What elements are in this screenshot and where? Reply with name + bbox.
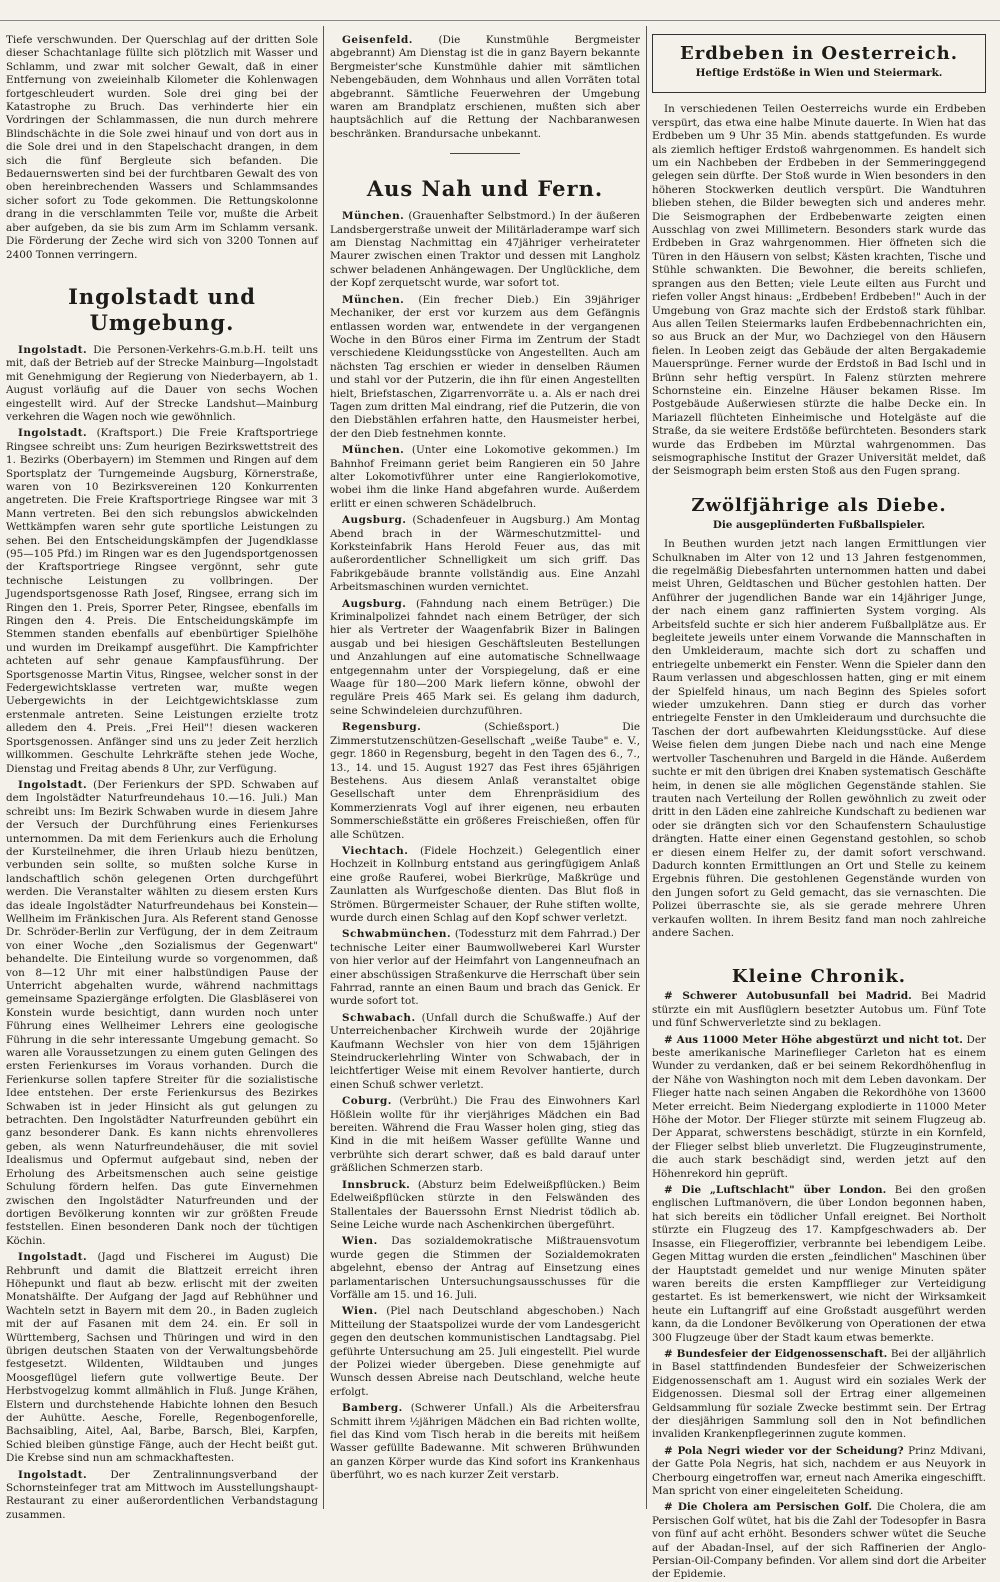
article-text: (Todessturz mit dem Fahrrad.) Der technische Leiter einer Baumwollweberei Karl Wurster von hier verlor auf der Heimfahrt von Langenneufnach an einer abschüssigen Straßenkurve die Herrschaft über sein Fahrrad, rannte an einen Baum und brach das Genick. Er wurde sofort tot. xyxy=(330,928,640,1008)
article xyxy=(330,1305,640,1399)
dateline: Ingolstadt. xyxy=(18,343,88,356)
subheading: Die ausgeplünderten Fußballspieler. xyxy=(712,518,926,531)
dateline: Regensburg. xyxy=(342,721,422,734)
dateline: Ingolstadt. xyxy=(18,427,88,440)
column-rule-2 xyxy=(646,26,647,1509)
article xyxy=(330,34,640,141)
article-text: (Fidele Hochzeit.) Gelegentlich einer Hochzeit in Kollnburg entstand aus geringfügigem Anlaß eine große Rauferei, wobei Bierkrüge, Maßkrüge und Zaunlatten als Wurfgeschoße dienten. Das Blut floß in Strömen. Bürgermeister Schauer, der Ruhe stiften wollte, wurde durch einen Schlag auf den Kopf schwer verletzt. xyxy=(330,844,640,924)
article xyxy=(330,721,640,842)
dateline: Schwabmünchen. xyxy=(342,928,452,941)
article-text: Die Personen-Verkehrs-G.m.b.H. teilt uns mit, daß der Betrieb auf der Strecke Mainburg—Ingolstadt mit Genehmigung der Regierung von Niederbayern, ab 1. August vorläufig auf die Dauer von sechs Wochen eingestellt wird. Auf der Strecke Landshut—Mainburg verkehren die Wagen noch wie gewöhnlich. xyxy=(6,343,318,423)
section-heading: Zwölfjährige als Diebe. xyxy=(691,494,947,516)
article xyxy=(330,1179,640,1233)
dateline: Innsbruck. xyxy=(342,1178,411,1191)
item-text: Bei der alljährlich in Basel stattfindenden Bundesfeier der Schweizerischen Eidgenossenschaft am 1. August wird ein soziales Werk der Eidgenossen. Diesmal soll der Ertrag einer allgemeinen Geldsammlung für soziale Zwecke bestimmt sein. Der Ertrag der diesjährigen Sammlung soll den in Not befindlichen invaliden Krankenpflegerinnen zugute kommen. xyxy=(652,1347,986,1441)
article xyxy=(330,928,640,1008)
section-heading: Aus Nah und Fern. xyxy=(366,176,604,202)
dateline: Wien. xyxy=(342,1305,378,1318)
section-heading: Kleine Chronik. xyxy=(731,966,907,988)
article-text: (Absturz beim Edelweißpflücken.) Beim Edelweißpflücken stürzte in den Felswänden des Stallentales der Bauerssohn Ernst Niedrist tödlich ab. Seine Leiche wurde nach Aschenkirchen übergeführt. xyxy=(330,1178,640,1231)
dateline: Bamberg. xyxy=(342,1402,403,1415)
chronicle-item xyxy=(652,1184,986,1345)
item-text: Bei den großen englischen Luftmanövern, die über London begonnen haben, hat sich bereits ein tödlicher Unfall ereignet. Bei Northolt stürzte ein Flugzeug des 17. Kampfgeschwaders ab. Der Insasse, ein Fliegeroffizier, verbrannte bei lebendigem Leibe. Gegen Mittag wurden die ersten „feindlichen" Maschinen über der Hauptstadt gemeldet und nur wenige Minuten später waren bereits die ersten Kampfflieger zur Verteidigung gestartet. Es ist bemerkenswert, wie nicht der Wirksamkeit heute ein Luftangriff auf eine Großstadt ausgeführt werden kann, da die Londoner Bevölkerung von Operationen der etwa 300 Flugzeuge über der Stadt kaum etwas bemerkte. xyxy=(652,1184,987,1344)
item-title: # Die „Luftschlacht" über London. xyxy=(664,1184,887,1197)
article xyxy=(330,1235,640,1302)
article-text: (Schadenfeuer in Augsburg.) Am Montag Abend brach in der Wärmeschutzmittel- und Korksteinfabrik Hans Herold Feuer aus, das mit außerordentlicher Schnelligkeit um sich griff. Das Fabrikgebäude brannte vollständig aus. Eine Anzahl Arbeitsmaschinen wurden vernichtet. xyxy=(330,514,640,594)
dateline: München. xyxy=(342,293,405,306)
headline-box xyxy=(652,34,986,93)
dateline: Coburg. xyxy=(342,1095,392,1108)
article-text: (Kraftsport.) Die Freie Kraftsportriege Ringsee schreibt uns: Zum heurigen Bezirkswettstreit des 1. Bezirks (Oberbayern) im Stemmen und Ringen auf dem Sportsplatz der Turngemeinde Augsburg, Körnerstraße, waren von 10 Bezirksvereinen 120 Konkurrenten angetreten. Die Freie Kraftsportriege Ringsee war mit 3 Mann vertreten. Bei den sich rebungslos abwickelnden Wettkämpfen waren sehr gute sportliche Leistungen zu sehen. Bei den Entscheidungskämpfen der Jugendklasse (95—105 Pfd.) im Ringen war es den Jugendsportgenossen der Kraftsportriege Ringsee vergönnt, sehr gute technische Leistungen zu vollbringen. Der Jugendsportsgenosse Rath Josef, Ringsee, errang sich im Ringen den 1. Preis, Sporrer Peter, Ringsee, ebenfalls im Ringen den 4. Preis. Die Entscheidungskämpfe im Stemmen standen ebenfalls auf ebenbürtiger Spielhöhe und wurden im Dreikampf ausgeführt. Die Kampfrichter achteten auf sehr genaue Kampfausführung. Der Sportsgenosse Martin Vitus, Ringsee, welcher sonst in der Federgewichtsklasse vertreten war, mußte wegen Uebergewichts in der Leichtgewichtsklasse zum erstenmale antreten. Seine Leistungen erzielte trotz alledem den 4. Preis. „Frei Heil"! diesen wackeren Sportsgenossen. Anfänger sind uns zu jeder Zeit herzlich willkommen. Geschulte Lehrkräfte stehen jede Woche, Dienstag und Freitag abends 8 Uhr, zur Verfügung. xyxy=(6,427,318,775)
article-text: Tiefe verschwunden. Der Querschlag auf der dritten Sole dieser Schachtanlage füllte sich plötzlich mit Wasser und Schlamm, und zwar mit solcher Gewalt, daß in einer Entfernung von zweieinhalb Kilometer die Kohlenwagen fortgeschleudert wurden. Sole drei ging bei der Katastrophe zu Bruch. Das verhinderte hier ein Vordringen der Schlammassen, die nun durch mehrere Blindschächte in die Sole zwei hinauf und von dort aus in die Sole drei und in den Stapelschacht drangen, in dem sich die fünf Bergleute sich befanden. Die Bedauernswerten sind bei der furchtbaren Gewalt des von oben hereinbrechenden Wassers und Schlammsandes sicher sofort zu Tode gekommen. Die Rettungskolonne drang in die verschlammten Teile vor, mußte die Arbeit aber aufgeben, da sie bis zum Arm im Schlamm versank. Die Förderung der Zeche wird sich von 3200 Tonnen auf 2400 Tonnen verringern. xyxy=(6,34,318,261)
item-text: Der beste amerikanische Marineflieger Carleton hat es einem Wunder zu verdanken, daß er bei seinem Rekordhöhenflug in der Nähe von Washington noch mit dem Leben davonkam. Der Flieger hatte nach seinen Angaben die Rekordhöhe von 13600 Meter erreicht. Beim Niedergang explodierte in 11000 Meter Höhe der Motor. Der Flieger stürzte mit seinem Flugzeug ab. Der Apparat, schwerstens beschädigt, stürzte in ein Kornfeld, der Flieger selbst blieb unverletzt. Die Flugzeuginstrumente, die auch stark beschädigt sind, werden jetzt auf den Höhenrekord hin geprüft. xyxy=(652,1033,987,1180)
article-text: In verschiedenen Teilen Oesterreichs wurde ein Erdbeben verspürt, das etwa eine halbe Minute dauerte. In Wien hat das Erdbeben um 9 Uhr 35 Min. abends stattgefunden. Es wurde als ziemlich heftiger Erdstoß wahrgenommen. Es handelt sich um ein Nachbeben der Erdbeben in der Semmeringgegend gelegen sein dürfte. Der Stoß wurde in Wien besonders in den höheren Stockwerken deutlich verspürt. Die Wandtuhren blieben stehen, die Bilder bewegten sich und anderes mehr. Die Seismographen der Erdbebenwarte zeigten einen Ausschlag von zwei Millimetern. Besonders stark wurde das Erdbeben in Graz wahrgenommen. Hier öffneten sich die Türen in den Häusern von selbst; Kästen krachten, Tische und Stühle schwankten. Die Bewohner, die bereits schliefen, sprangen aus den Betten; viele Leute eilten aus Furcht und riefen voller Angst hinaus: „Erdbeben! Erdbeben!" Auch in der Umgebung von Graz machte sich der Erdstoß stark fühlbar. Aus allen Teilen Steiermarks laufen Erdbebennachrichten ein, so aus Bruck an der Mur, wo Dachziegel von den Häusern fielen. In Leoben zeigt das Gebäude der alten Bergakademie Mauersprünge. Ferner wurde der Erdstoß in Bad Ischl und in Brünn sehr heftig verspürt. In Falenz stürzten mehrere Schornsteine ein. Einzelne Häuser bekamen Risse. Im Postgebäude Außerwiesen stürzte die halbe Decke ein. In Mariazell flüchteten Einheimische und Hotelgäste auf die Straße, da sie weitere Erdstöße befürchteten. Besonders stark wurde das Erdbeben im Mürztal wahrgenommen. Das seismographische Institut der Grazer Universität meldet, daß der Seismograph beim ersten Stoß aus den Fugen sprang. xyxy=(652,103,986,478)
article-text: (Jagd und Fischerei im August) Die Rehbrunft und damit die Blattzeit erreicht ihren Höhepunkt und flaut ab bezw. erlischt mit der zweiten Monatshälfte. Der Aufgang der Jagd auf Rebhühner und Wachteln setzt in Bayern mit dem 20., in Baden zugleich mit der auf Fasanen mit dem 24. ein. Er soll in Württemberg, Sachsen und Thüringen und wird in den übrigen deutschen Staaten von der Verwaltungsbehörde festgesetzt. Wildenten, Wildtauben und junges Moosgeflügel liefern gute vollwertige Beute. Der Herbstvogelzug kommt allmählich in Fluß. Junge Krähen, Elstern und durchstehende Habichte lohnen den Besuch der Auhütte. Aesche, Forelle, Regenbogenforelle, Bachsaibling, Aitel, Aal, Barbe, Barsch, Blei, Karpfen, Schied bleiben günstige Fänge, auch der Hecht beißt gut. Die Krebse sind nun am schmackhaftesten. xyxy=(6,1251,318,1465)
section-heading: Erdbeben in Oesterreich. xyxy=(679,43,958,64)
article xyxy=(330,1402,640,1482)
article xyxy=(330,444,640,511)
dateline: Ingolstadt. xyxy=(18,1468,88,1481)
chronicle-item xyxy=(652,1348,986,1442)
article xyxy=(6,427,318,776)
item-text: Prinz Mdivani, der Gatte Pola Negris, hat sich, nachdem er aus Neuyork in Cherbourg eingetroffen war, erneut nach Amerika eingeschifft. Man spricht von einer eingeleiteten Scheidung. xyxy=(652,1444,986,1497)
item-text: Die Cholera, die am Persischen Golf wütet, hat bis die Zahl der Todesopfer in Basra von fünf auf acht erhöht. Besonders schwer wütet die Seuche auf der Abadan-Insel, auf der sich Raffinerien der Anglo-Persian-Oil-Company befinden. Vor allem sind dort die Arbeiter der Epidemie. xyxy=(652,1501,986,1581)
article xyxy=(6,1469,318,1523)
article-text: (Grauenhafter Selbstmord.) In der äußeren Landsbergerstraße unweit der Militärladerampe warf sich am Dienstag Nachmittag ein 47jähriger verheirateter Maurer zwischen einen Traktor und dessen mit Langholz schwer beladenen Anhängewagen. Der Unglückliche, dem der Kopf zerquetscht wurde, war sofort tot. xyxy=(330,210,640,290)
article xyxy=(330,514,640,594)
article-text: (Unter eine Lokomotive gekommen.) Im Bahnhof Freimann geriet beim Rangieren ein 50 Jahre alter Lokomotivführer unter eine Rangierlokomotive, wobei ihm die linke Hand abgefahren wurde. Außerdem erlitt er einen schweren Schädelbruch. xyxy=(330,444,640,510)
article-text: In Beuthen wurden jetzt nach langen Ermittlungen vier Schulknaben im Alter von 12 und 13 Jahren festgenommen, die regelmäßig Diebesfahrten unternommen hatten und dabei meist Uhren, Geldtaschen und Bücher gestohlen hatten. Der Anführer der jugendlichen Bande war ein 14jähriger Junge, der nach einem ganz raffinierten System vorging. Als Arbeitsfeld suchte er sich hier anderem Fußballplätze aus. Er begleitete jeweils unter einem Vorwande die Mannschaften in den Umkleideraum, machte sich dort zu schaffen und entriegelte unbemerkt ein Fenster. Wenn die Spieler dann den Raum verlassen und abgeschlossen hatten, ging er mit einem der Spielfeld hinaus, um nach Beginn des Spieles sofort wieder umzukehren. Dann stieg er durch das vorher entriegelte Fenster in den Umkleideraum und durchsuchte die Taschen der dort aufbewahrten Kleidungsstücke. Auf diese Weise fielen dem jungen Diebe nach und nach eine Menge wertvoller Taschenuhren und Bargeld in die Hände. Außerdem suchte er mit den übrigen drei Knaben systematisch Geschäfte heim, in denen sie alle möglichen Gegenstände stahlen. Sie trauten nach Verteilung der Rollen gewöhnlich zu zweit oder dritt in den Läden eine zahlreiche Kundschaft zu bedienen war oder sie drängten sich vor den Schaufenstern Schaulustige drängten. Hatte einer einen Gegenstand gestohlen, so schob er diesen einem Helfer zu, der damit sofort verschwand. Dadurch konnten Ermittlungen an Ort und Stelle zu keinem Ergebnis führen. Die gestohlenen Gegenstände wurden von den Jungen sofort zu Geld gemacht, das sie vernaschten. Die Polizei überraschte sie, als sie gerade mehrere Uhren verkaufen wollten. In ihrem Besitz fand man noch zahlreiche andere Sachen. xyxy=(652,538,986,939)
article-text: Der Zentralinnungsverband der Schornsteinfeger trat am Mittwoch im Ausstellungshaupt-Restaurant zu einer außerordentlichen Verbandstagung zusammen. xyxy=(6,1468,318,1521)
article-text: (Schießsport.) Die Zimmerstutzenschützen-Gesellschaft „weiße Taube" e. V., gegr. 1860 in Regensburg, begeht in den Tagen des 6., 7., 13., 14. und 15. August 1927 das Fest ihres 65jährigen Bestehens. Aus diesem Anlaß veranstaltet obige Gesellschaft unter dem Ehrenpräsidium des Kommerzienrats Vogl auf ihrer eigenen, neu erbauten Sommerschießstätte ein größeres Freischießen, offen für alle Schützen. xyxy=(330,721,640,841)
article xyxy=(330,1095,640,1175)
article-text: (Piel nach Deutschland abgeschoben.) Nach Mitteilung der Staatspolizei wurde der vom Landesgericht gegen den deutschen kommunistischen Landtagsabg. Piel geführte Untersuchung am 25. Juli eingestellt. Piel wurde der Polizei wieder übergeben. Diese genehmigte auf Wunsch dessen Abreise nach Deutschland, welche heute erfolgt. xyxy=(330,1305,640,1398)
dateline: Geisenfeld. xyxy=(342,34,413,46)
separator xyxy=(450,153,520,154)
dateline: München. xyxy=(342,444,405,457)
article-text: (Schwerer Unfall.) Als die Arbeitersfrau Schmitt ihrem ½jährigen Mädchen ein Bad richten wollte, fiel das Kind vom Tisch herab in die bereits mit heißem Wasser gefüllte Badewanne. Mit schweren Brühwunden an ganzen Körper wurde das Kind sofort ins Krankenhaus überführt, wo es nach kurzer Zeit verstarb. xyxy=(330,1402,640,1482)
article-text: Das sozialdemokratische Mißtrauensvotum wurde gegen die Stimmen der Sozialdemokraten abgelehnt, ebenso der Antrag auf Einsetzung eines parlamentarischen Untersuchungsausschusses für die Vorfälle am 15. und 16. Juli. xyxy=(330,1235,640,1301)
dateline: Viechtach. xyxy=(342,844,409,857)
article-text: (Verbrüht.) Die Frau des Einwohners Karl Hößlein wollte für ihr vierjähriges Mädchen ein Bad bereiten. Während die Frau Wasser holen ging, stieg das Kind in die mit heißem Wasser gefüllte Wanne und verbrühte sich derart schwer, daß es bald darauf unter gräßlichen Schmerzen starb. xyxy=(330,1095,640,1175)
item-title: # Bundesfeier der Eidgenossenschaft. xyxy=(664,1347,888,1360)
dateline: Augsburg. xyxy=(342,514,407,527)
article-text: (Die Kunstmühle Bergmeister abgebrannt) Am Dienstag ist die in ganz Bayern bekannte Bergmeister'sche Kunstmühle dahier mit sämtlichen Nebengebäuden, dem Wohnhaus und allen Vorräten total abgebrannt. Sämtliche Feuerwehren der Umgebung waren am Brandplatz erschienen, mußten sich aber hauptsächlich auf die Rettung der Nachbaranwesen beschränken. Brandursache unbekannt. xyxy=(330,34,640,140)
item-text: Bei Madrid stürzte ein mit Ausflüglern besetzter Autobus um. Fünf Tote und fünf Schwerverletzte sind zu beklagen. xyxy=(652,990,986,1030)
article-text: (Der Ferienkurs der SPD. Schwaben auf dem Ingolstädter Naturfreundehaus 10.—16. Juli.) Man schreibt uns: Im Bezirk Schwaben wurde in diesem Jahre der Versuch der Durchführung eines Ferienkurses unternommen. Da mit dem Ferienkurs auch die Erholung der Kursteilnehmer, die ihren Urlaub hiezu benützen, verbunden sein sollte, so mußten solche Kurse in landschaftlich schön gelegenen Orten durchgeführt werden. Die Veranstalter wählten zu diesem ersten Kurs das ideale Ingolstädter Naturfreundehaus bei Konstein—Wellheim im Fränkischen Jura. Als Referent stand Genosse Dr. Schröder-Berlin zur Verfügung, der in dem Zeitraum von einer Woche „den Sozialismus der Gegenwart" behandelte. Die Einteilung wurde so vorgenommen, daß von 8—12 Uhr mit einer halbstündigen Pause der Unterricht abgehalten wurde, während nachmittags gemeinsame Spaziergänge erfolgten. Die Glasbläserei von Konstein wurde besichtigt, dann wurden noch unter Führung eines Wellheimer Lehrers eine geologische Führung in die sehr interessante Umgebung gemacht. So waren alle Voraussetzungen zu einem guten Gelingen des ersten Ferienkurses im Voraus vorhanden. Durch die Ferienkurse sollen tapfere Streiter für die sozialistische Idee entstehen. Der erste Ferienkursus des Bezirkes Schwaben ist in jeder Hinsicht als gut gelungen zu betrachten. Den Ingolstädter Naturfreunden gebührt ein ganz besonderer Dank. Es kann nichts ehrenvolleres geben, als wenn Naturfreundehäuser, die mit soviel Idealismus und Opfermut aufgebaut sind, neben der Erholung des Arbeitsmenschen auch seine geistige Schulung fördern helfen. Das gute Einvernehmen zwischen den Ingolstädter Naturfreunden und der dortigen Bevölkerung konnten wir zur größten Freude feststellen. Einen besonderen Dank noch der tüchtigen Köchin. xyxy=(6,778,318,1247)
dateline: Augsburg. xyxy=(342,597,407,610)
item-title: # Aus 11000 Meter Höhe abgestürzt und nicht tot. xyxy=(664,1033,963,1046)
article-text: (Ein frecher Dieb.) Ein 39jähriger Mechaniker, der erst vor kurzem aus dem Gefängnis entlassen worden war, entwendete in der vergangenen Woche in den Büros einer Firma im Zentrum der Stadt verschiedene Kleidungsstücke von Angestellten. Auch am nächsten Tag erschien er wieder in denselben Räumen und stahl vor der Putzerin, die ihn für einen Angestellten hielt, Briefstaschen, Zigarrenvorräte u. a. Als er nach drei Tagen zum dritten Mal eindrang, rief die Putzerin, die von den Diebstählen erfahren hatte, den Hausmeister herbei, der den Dieb festnehmen konnte. xyxy=(330,293,640,440)
chronicle-item xyxy=(652,990,986,1030)
dateline: Ingolstadt. xyxy=(18,1251,88,1264)
section-heading: Ingolstadt und Umgebung. xyxy=(68,283,256,335)
dateline: Schwabach. xyxy=(342,1011,416,1024)
article xyxy=(330,1012,640,1092)
column-1 xyxy=(6,34,318,1521)
article-text: (Fahndung nach einem Betrüger.) Die Kriminalpolizei fahndet nach einem Betrüger, der sich hier als Vertreter der Waagenfabrik Bizer in Balingen ausgab und bei hiesigen Geschäftsleuten Bestellungen und Anzahlungen auf eine automatische Schnellwaage entgegennahm unter der Vorspiegelung, daß er eine Waage für 180—200 Mark liefern könne, obwohl der reguläre Preis 465 Mark sei. Es gelang ihm dadurch, seine Schwindeleien durchzuführen. xyxy=(330,597,640,717)
item-title: # Die Cholera am Persischen Golf. xyxy=(664,1501,872,1514)
article xyxy=(330,845,640,925)
item-title: # Pola Negri wieder vor der Scheidung? xyxy=(664,1444,904,1457)
item-title: # Schwerer Autobusunfall bei Madrid. xyxy=(664,990,912,1003)
dateline: München. xyxy=(342,210,405,223)
dateline: Ingolstadt. xyxy=(18,778,88,791)
chronicle-item xyxy=(652,1501,986,1581)
article xyxy=(6,1251,318,1466)
subheading: Heftige Erdstöße in Wien und Steiermark. xyxy=(695,67,943,79)
article xyxy=(330,210,640,290)
top-rule xyxy=(0,20,1000,21)
article-text: (Unfall durch die Schußwaffe.) Auf der Unterreichenbacher Kirchweih wurde der 20jährige Kaufmann Wechsler von hier von dem 15jährigen Steindruckerlehrling Winter von Schwabach, der in leichtfertiger Weise mit einem Revolver hantierte, durch einen Schuß schwer verletzt. xyxy=(330,1011,640,1091)
article xyxy=(6,344,318,424)
article xyxy=(330,294,640,441)
dateline: Wien. xyxy=(342,1235,378,1248)
article xyxy=(330,598,640,719)
column-2 xyxy=(330,34,640,1513)
article xyxy=(6,779,318,1248)
chronicle-item xyxy=(652,1034,986,1181)
column-rule-1 xyxy=(323,26,324,1509)
chronicle-item xyxy=(652,1445,986,1499)
column-3 xyxy=(652,34,987,1581)
